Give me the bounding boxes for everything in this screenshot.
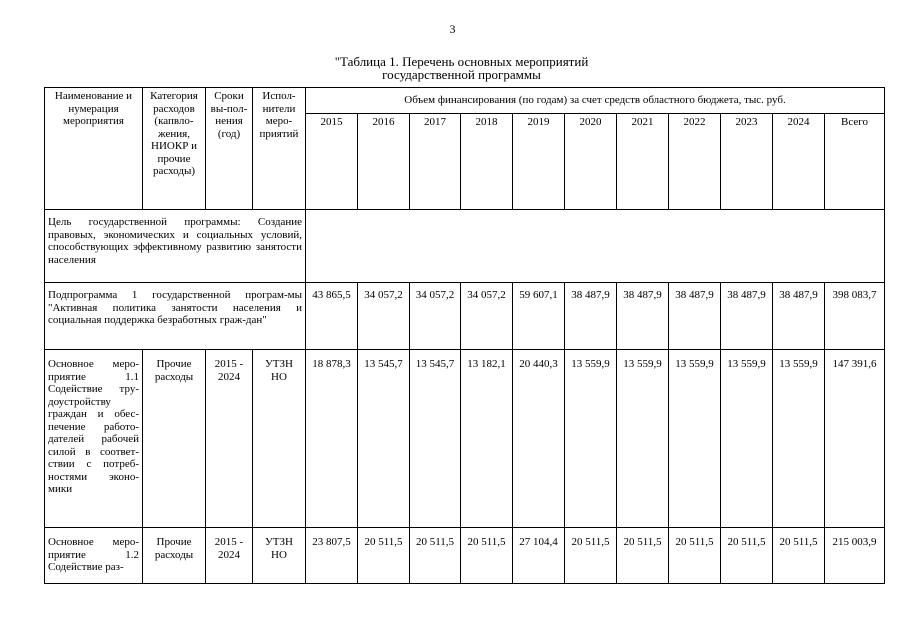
measure-value: 20 511,5 <box>773 528 825 584</box>
page-number: 3 <box>449 22 456 36</box>
measure-category: Прочие расходы <box>143 528 206 584</box>
table-title-line-1: "Таблица 1. Перечень основных мероприятий <box>334 54 589 69</box>
header-year: 2015 <box>306 114 358 210</box>
measure-value: 20 511,5 <box>669 528 721 584</box>
measure-name: Основное меро-приятие 1.1 Содействие тру-доустройству граждан и обес-печение работо-дателей рабочей силой в соответ-ствии с потреб-ностями эконо-мики <box>45 350 143 528</box>
measure-executor: УТЗН НО <box>253 350 306 528</box>
subprogram-value: 43 865,5 <box>306 283 358 350</box>
goal-text: Цель государственной программы: Создание правовых, экономических и социальных условий, способствующих эффективному развитию занятости населения <box>45 210 306 283</box>
measure-value: 13 559,9 <box>617 350 669 528</box>
measure-value: 20 511,5 <box>565 528 617 584</box>
header-year: 2024 <box>773 114 825 210</box>
header-year: 2016 <box>358 114 410 210</box>
goal-row <box>45 210 885 283</box>
subprogram-value: 38 487,9 <box>617 283 669 350</box>
header-year: 2022 <box>669 114 721 210</box>
subprogram-value: 38 487,9 <box>669 283 721 350</box>
header-year: 2021 <box>617 114 669 210</box>
subprogram-value: 59 607,1 <box>513 283 565 350</box>
measure-category: Прочие расходы <box>143 350 206 528</box>
measure-value: 20 511,5 <box>410 528 461 584</box>
subprogram-name: Подпрограмма 1 государственной програм-мы "Активная политика занятости населения и социальная поддержка безработных граж-дан" <box>45 283 306 350</box>
header-total: Всего <box>825 114 885 210</box>
subprogram-value: 38 487,9 <box>773 283 825 350</box>
header-category: Категория расходов (капвло-жения, НИОКР и прочие расходы) <box>143 88 206 210</box>
header-name: Наименование и нумерация мероприятия <box>45 88 143 210</box>
header-executors: Испол-нители меро-приятий <box>253 88 306 210</box>
subprogram-value: 38 487,9 <box>565 283 617 350</box>
measure-total: 147 391,6 <box>825 350 885 528</box>
measure-name: Основное меро-приятие 1.2 Содействие раз- <box>45 528 143 584</box>
measure-value: 13 545,7 <box>410 350 461 528</box>
table-title <box>0 55 905 81</box>
measure-value: 18 878,3 <box>306 350 358 528</box>
measure-terms: 2015 - 2024 <box>206 350 253 528</box>
measure-value: 13 559,9 <box>773 350 825 528</box>
subprogram-row <box>45 283 885 350</box>
measure-row <box>45 528 885 584</box>
header-year: 2019 <box>513 114 565 210</box>
measure-row <box>45 350 885 528</box>
measure-value: 20 511,5 <box>358 528 410 584</box>
subprogram-total: 398 083,7 <box>825 283 885 350</box>
measure-value: 13 559,9 <box>669 350 721 528</box>
measure-terms: 2015 - 2024 <box>206 528 253 584</box>
measure-value: 13 559,9 <box>721 350 773 528</box>
measure-value: 23 807,5 <box>306 528 358 584</box>
table-title-line-2: государственной программы <box>382 67 541 82</box>
measure-value: 13 182,1 <box>461 350 513 528</box>
measures-table <box>44 87 885 584</box>
measure-value: 20 440,3 <box>513 350 565 528</box>
header-terms: Сроки вы-пол-нения (год) <box>206 88 253 210</box>
header-year: 2017 <box>410 114 461 210</box>
measure-executor: УТЗН НО <box>253 528 306 584</box>
measure-value: 27 104,4 <box>513 528 565 584</box>
header-year: 2018 <box>461 114 513 210</box>
measure-value: 13 559,9 <box>565 350 617 528</box>
header-row-1 <box>45 88 885 114</box>
header-funding: Объем финансирования (по годам) за счет средств областного бюджета, тыс. руб. <box>306 88 885 114</box>
measure-total: 215 003,9 <box>825 528 885 584</box>
header-year: 2020 <box>565 114 617 210</box>
subprogram-value: 34 057,2 <box>461 283 513 350</box>
measure-value: 20 511,5 <box>721 528 773 584</box>
goal-empty-cell <box>306 210 885 283</box>
subprogram-value: 34 057,2 <box>358 283 410 350</box>
measure-value: 13 545,7 <box>358 350 410 528</box>
measure-value: 20 511,5 <box>461 528 513 584</box>
subprogram-value: 38 487,9 <box>721 283 773 350</box>
header-year: 2023 <box>721 114 773 210</box>
subprogram-value: 34 057,2 <box>410 283 461 350</box>
measure-value: 20 511,5 <box>617 528 669 584</box>
